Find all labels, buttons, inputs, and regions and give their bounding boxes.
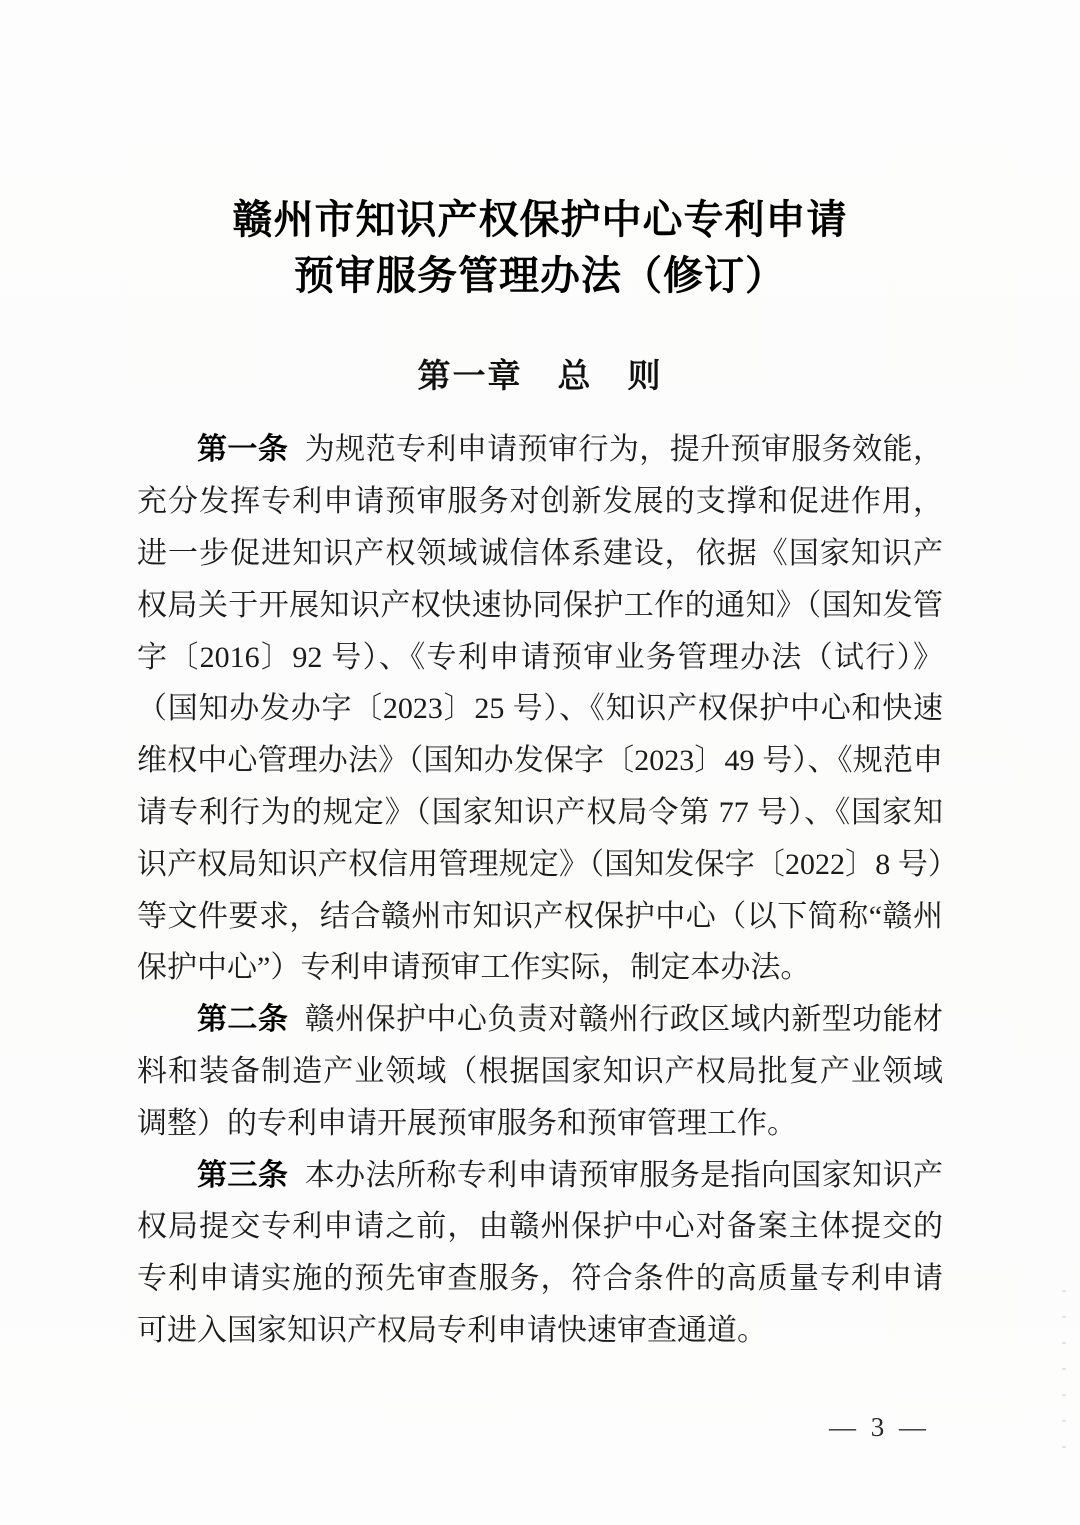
article-label-2: 第二条 [197, 1003, 289, 1037]
page-number: — 3 — [829, 1412, 930, 1442]
document-title-line-1: 赣州市知识产权保护中心专利申请 [232, 197, 848, 242]
article-text-3: 本办法所称专利申请预审服务是指向国家知识产权局提交专利申请之前，由赣州保护中心对备案主体提交的专利申请实施的预先审查服务，符合条件的高质量专利申请可进入国家知识产权局专利申请快速审查通道。 [137, 1158, 944, 1347]
article-text-2: 赣州保护中心负责对赣州行政区域内新型功能材料和装备制造产业领域（根据国家知识产权局批复产业领域调整）的专利申请开展预审服务和预审管理工作。 [137, 1003, 944, 1140]
article-label-3: 第三条 [197, 1158, 289, 1192]
article-text-1: 为规范专利申请预审行为，提升预审服务效能，充分发挥专利申请预审服务对创新发展的支撑和促进作用，进一步促进知识产权领域诚信体系建设，依据《国家知识产权局关于开展知识产权快速协同保护工作的通知》（国知发管字〔2016〕92 号）、《专利申请预审业务管理办法（试行）》（国知办发办字〔2023〕25 号）、《知识产权保护中心和快速维权中心管理办法》（国知办发保字〔2023〕49 号）、《规范申请专利行为的规定》（国家知识产权局令第 77 号）、《国家知识产权局知识产权信用管理规定》（国知发保字〔2022〕8 号）等文件要求，结合赣州市知识产权保护中心（以下简称“赣州保护中心”）专利申请预审工作实际，制定本办法。 [137, 433, 944, 985]
scan-noise-artifact [1062, 1290, 1066, 1470]
document-title-line-2: 预审服务管理办法（修订） [294, 253, 786, 298]
article-label-1: 第一条 [197, 433, 289, 467]
chapter-heading: 第一章 总 则 [417, 359, 663, 395]
article-paragraph-1 [137, 424, 943, 994]
article-paragraph-3 [137, 1150, 943, 1357]
document-title [0, 192, 1080, 304]
document-body [137, 424, 943, 1356]
article-paragraph-2 [137, 994, 943, 1149]
